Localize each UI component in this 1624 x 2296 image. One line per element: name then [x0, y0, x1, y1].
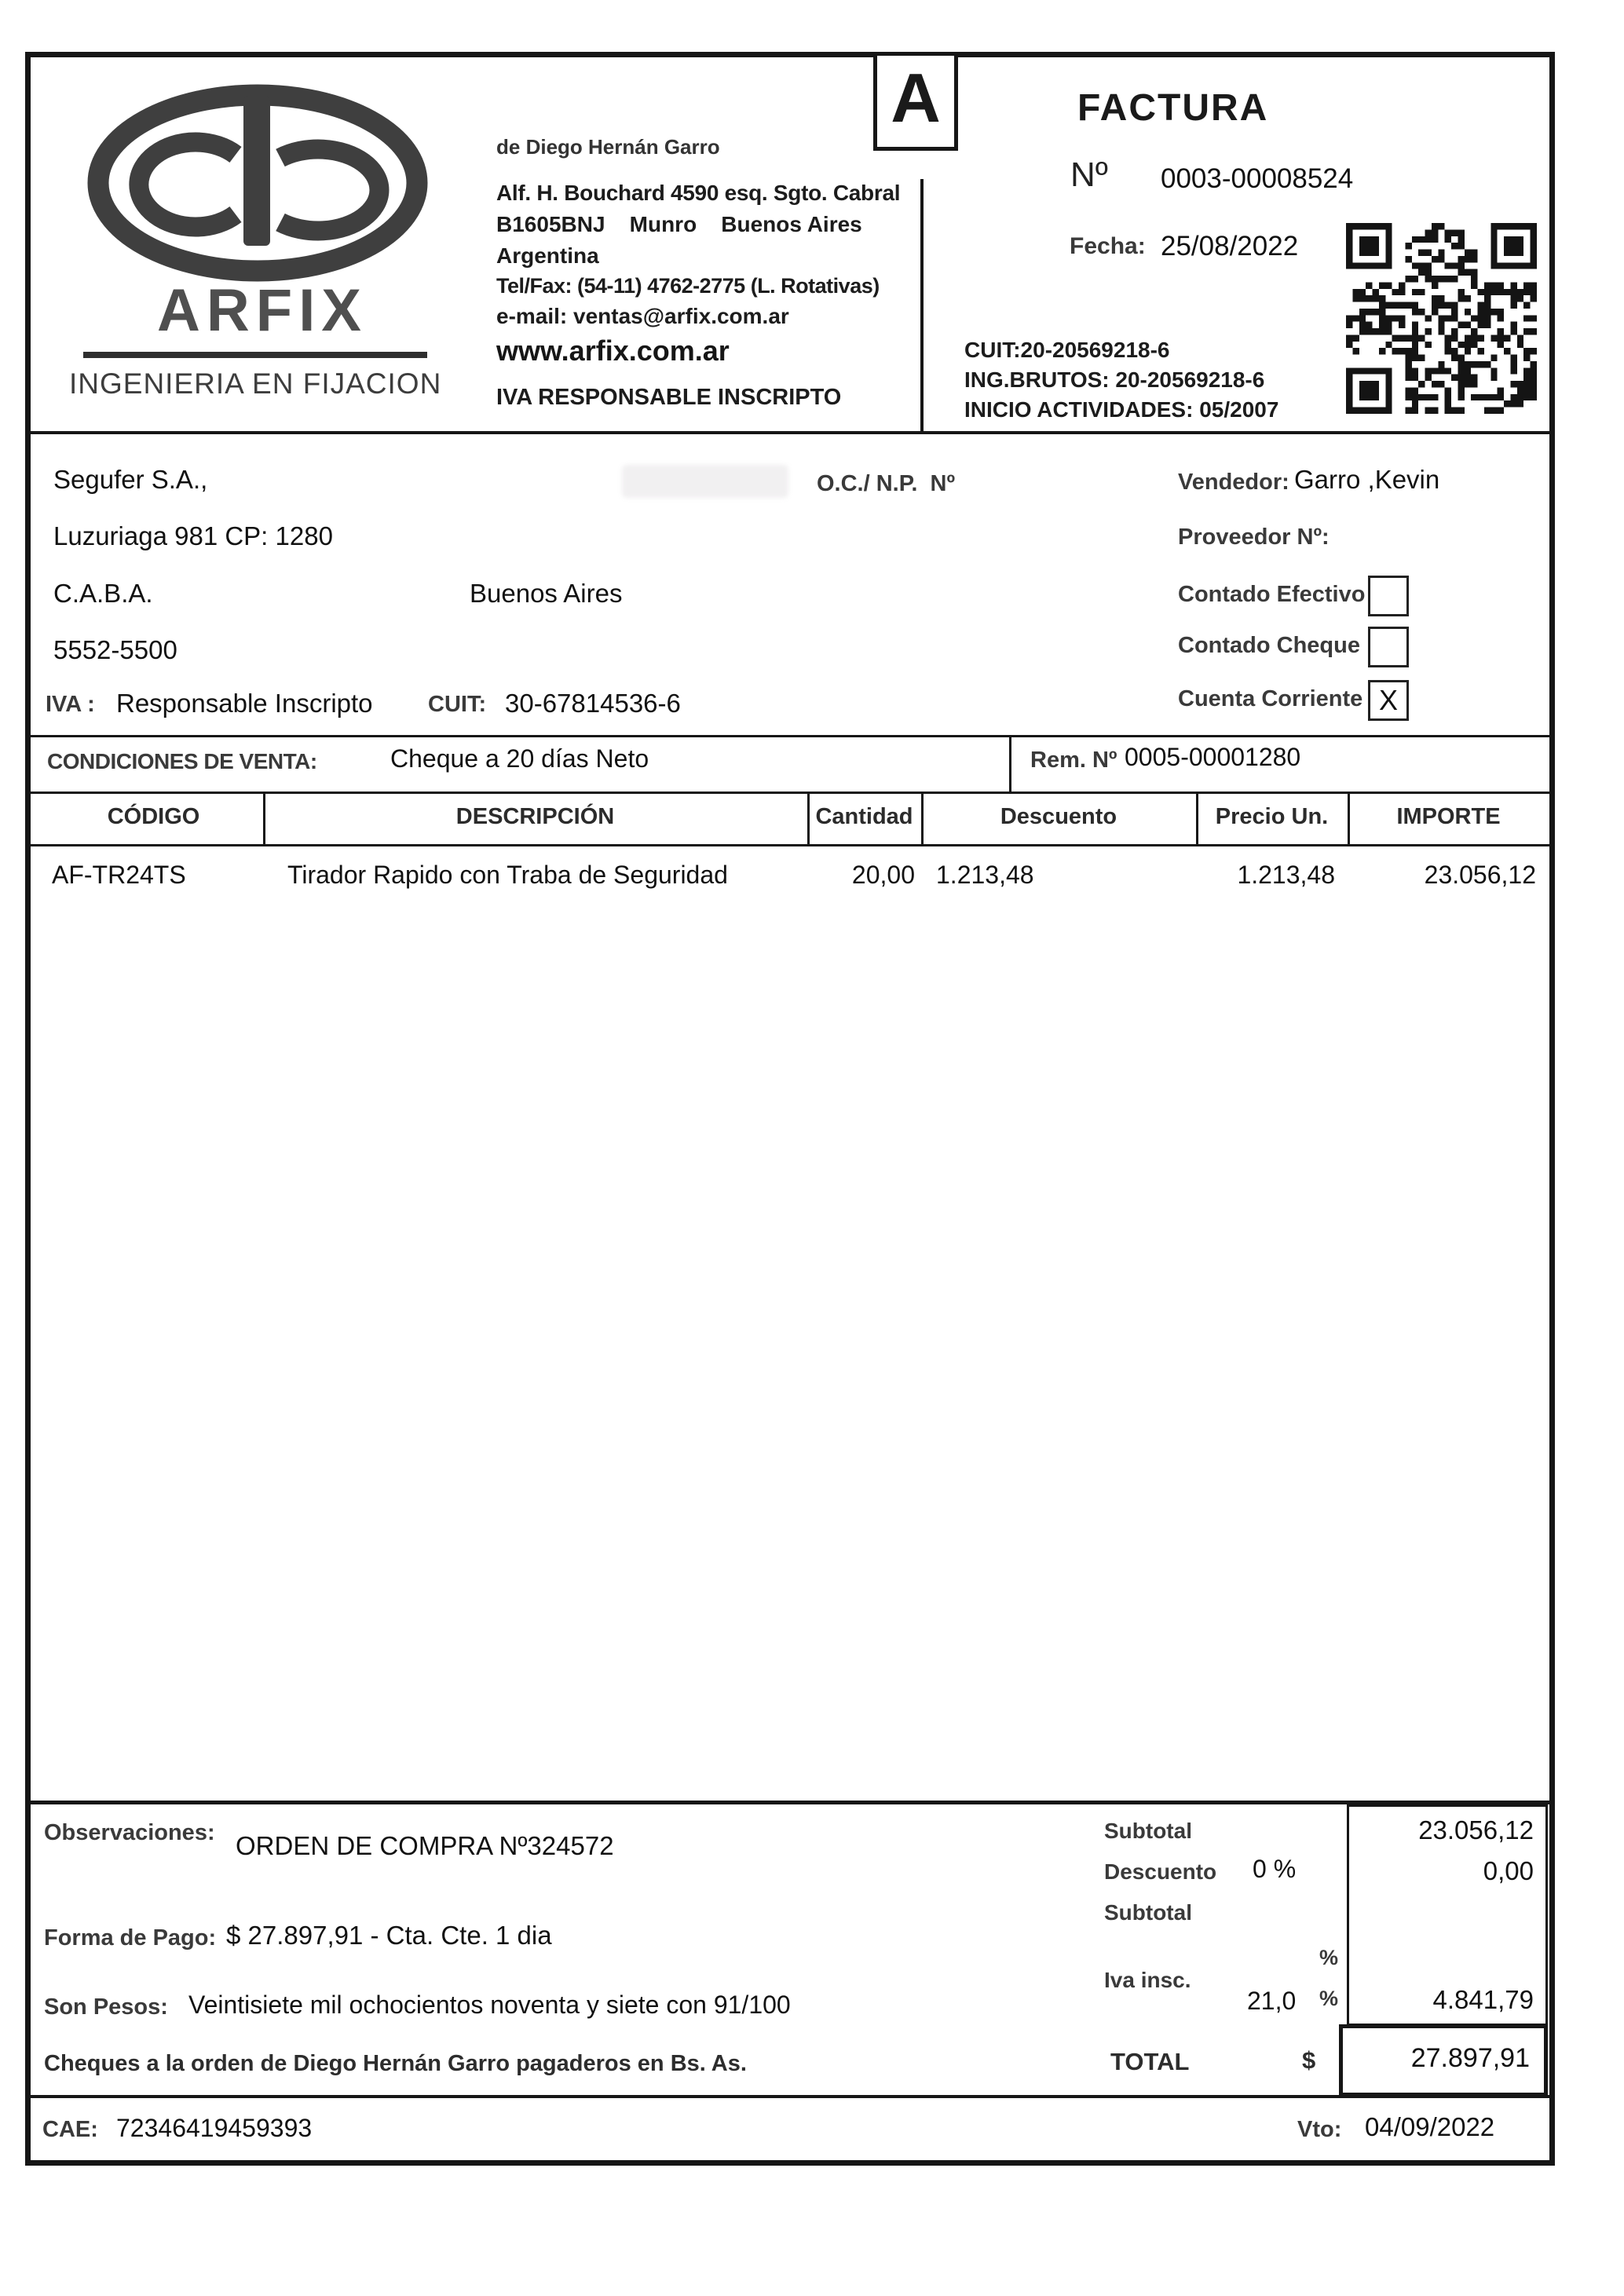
son-pesos-label: Son Pesos:: [44, 1994, 168, 2020]
customer-phone: 5552-5500: [53, 635, 177, 664]
descuento-label: Descuento: [1104, 1859, 1217, 1884]
customer-cuit-label: CUIT:: [428, 692, 487, 717]
rem-label: Rem. Nº: [1030, 748, 1117, 773]
customer-province: Buenos Aires: [470, 579, 623, 608]
subtotal-label: Subtotal: [1104, 1819, 1192, 1843]
seller-telfax: Tel/Fax: (54-11) 4762-2775 (L. Rotativas): [496, 274, 880, 298]
payment-option-contado-cheque-checkbox[interactable]: [1368, 627, 1409, 667]
descuento-value: 0,00: [1483, 1856, 1534, 1885]
seller-address-line-3: Argentina: [496, 243, 599, 268]
forma-pago-label: Forma de Pago:: [44, 1925, 217, 1951]
seller-ing-brutos: ING.BRUTOS: 20-20569218-6: [964, 367, 1265, 392]
header-vertical-divider: [920, 179, 924, 431]
payment-option-cuenta-corriente-checkbox[interactable]: X: [1368, 680, 1409, 721]
seller-email: e-mail: ventas@arfix.com.ar: [496, 304, 789, 328]
scan-artifact-1: [622, 465, 788, 498]
cae-label: CAE:: [42, 2117, 98, 2142]
customer-iva-label: IVA :: [46, 692, 95, 717]
cae-row-top-divider: [31, 2095, 1549, 2098]
item-descripcion: Tirador Rapido con Traba de Seguridad: [287, 861, 728, 889]
payment-option-contado-efectivo-checkbox[interactable]: [1368, 576, 1409, 616]
total-label: TOTAL: [1110, 2048, 1190, 2075]
arfix-logo-mark: [75, 82, 444, 287]
table-header-codigo: CÓDIGO: [107, 804, 200, 829]
iva-value: 4.841,79: [1432, 1985, 1534, 2014]
arfix-logo-tagline: INGENIERIA EN FIJACION: [69, 367, 442, 400]
invoice-letter: A: [891, 59, 941, 137]
qr-code: [1346, 223, 1537, 414]
subtotal2-label: Subtotal: [1104, 1900, 1192, 1925]
invoice-date: 25/08/2022: [1161, 231, 1299, 261]
table-header-top-divider: [31, 792, 1549, 794]
vendedor-value: Garro ,Kevin: [1294, 465, 1440, 494]
observaciones-label: Observaciones:: [44, 1820, 215, 1845]
seller-inicio-actividades: INICIO ACTIVIDADES: 05/2007: [964, 397, 1279, 422]
item-importe: 23.056,12: [1424, 861, 1536, 889]
seller-address-line-1: Alf. H. Bouchard 4590 esq. Sgto. Cabral: [496, 181, 901, 205]
footer-top-divider: [31, 1801, 1549, 1804]
customer-name: Segufer S.A.,: [53, 465, 208, 494]
forma-pago-value: $ 27.897,91 - Cta. Cte. 1 dia: [226, 1921, 552, 1950]
header-bottom-divider: [31, 431, 1549, 434]
table-header-descripcion: DESCRIPCIÓN: [455, 804, 615, 829]
subtotal-value: 23.056,12: [1418, 1815, 1534, 1844]
proveedor-label: Proveedor Nº:: [1178, 525, 1330, 550]
seller-address-line-2: B1605BNJ Munro Buenos Aires: [496, 212, 862, 236]
total-value: 27.897,91: [1410, 2043, 1530, 2073]
vto-value: 04/09/2022: [1365, 2112, 1495, 2141]
customer-iva-value: Responsable Inscripto: [116, 689, 373, 718]
invoice-number-label: Nº: [1070, 155, 1108, 194]
item-cantidad: 20,00: [851, 861, 915, 889]
payment-option-contado-efectivo-label: Contado Efectivo: [1178, 582, 1366, 607]
son-pesos-value: Veintisiete mil ochocientos noventa y siete con 91/100: [188, 1991, 791, 2019]
invoice-number: 0003-00008524: [1161, 163, 1354, 194]
arfix-logo-rule: [83, 352, 427, 358]
invoice-date-label: Fecha:: [1070, 233, 1146, 259]
table-header-cantidad: Cantidad: [815, 804, 913, 829]
rem-box-divider: [1009, 737, 1011, 792]
iva-pct-symbol: %: [1319, 1987, 1339, 2010]
customer-city: C.A.B.A.: [53, 579, 153, 608]
item-precio-un: 1.213,48: [1237, 861, 1335, 889]
vto-label: Vto:: [1297, 2117, 1342, 2142]
vendedor-label: Vendedor:: [1178, 470, 1289, 495]
rem-number: 0005-00001280: [1125, 743, 1301, 771]
condiciones-top-divider: [31, 735, 1549, 737]
iva-pct: 21,0: [1247, 1987, 1297, 2015]
cheques-line: Cheques a la orden de Diego Hernán Garro pagaderos en Bs. As.: [44, 2051, 747, 2076]
seller-cuit: CUIT:20-20569218-6: [964, 338, 1170, 362]
item-codigo: AF-TR24TS: [52, 861, 186, 889]
seller-owner: de Diego Hernán Garro: [496, 135, 720, 159]
seller-website: www.arfix.com.ar: [496, 335, 730, 367]
seller-iva-status: IVA RESPONSABLE INSCRIPTO: [496, 385, 842, 410]
customer-cuit-value: 30-67814536-6: [505, 689, 681, 718]
descuento-pct: 0 %: [1253, 1855, 1297, 1883]
currency-symbol: $: [1302, 2046, 1316, 2074]
condiciones-label: CONDICIONES DE VENTA:: [47, 749, 317, 773]
cae-value: 72346419459393: [116, 2114, 313, 2142]
customer-address: Luzuriaga 981 CP: 1280: [53, 521, 333, 550]
oc-np-label: O.C./ N.P. Nº: [817, 471, 956, 496]
condiciones-value: Cheque a 20 días Neto: [390, 744, 649, 773]
table-header-descuento: Descuento: [1000, 804, 1117, 829]
invoice-type-title: FACTURA: [1077, 87, 1269, 129]
table-header-bottom-divider: [31, 844, 1549, 846]
table-header-precio-un: Precio Un.: [1215, 804, 1329, 829]
payment-option-cuenta-corriente-label: Cuenta Corriente: [1178, 686, 1363, 711]
item-descuento: 1.213,48: [936, 861, 1034, 889]
pct-symbol: %: [1319, 1946, 1339, 1969]
iva-label: Iva insc.: [1104, 1968, 1191, 1992]
observaciones-value: ORDEN DE COMPRA Nº324572: [236, 1831, 614, 1860]
arfix-logo-text: ARFIX: [157, 277, 368, 344]
table-header-importe: IMPORTE: [1396, 804, 1501, 829]
payment-option-contado-cheque-label: Contado Cheque: [1178, 633, 1360, 658]
